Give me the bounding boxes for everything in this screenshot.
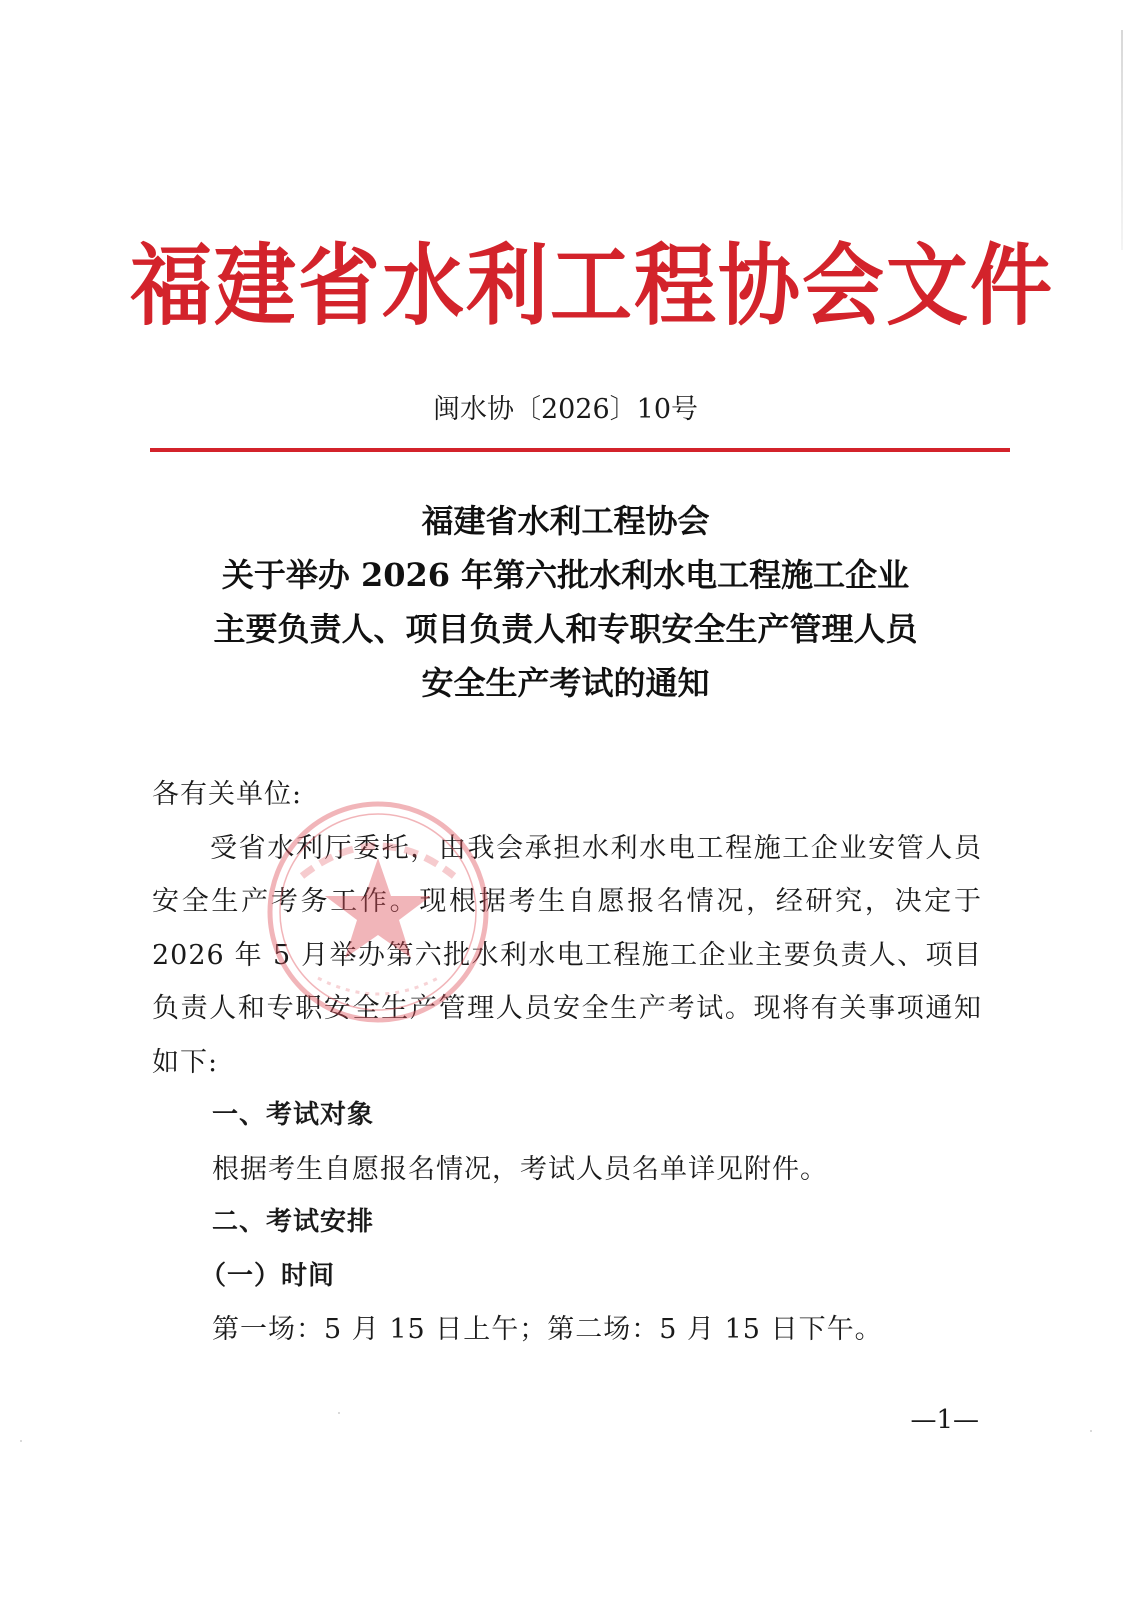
section-text-exam-target: 根据考生自愿报名情况，考试人员名单详见附件。 — [212, 1153, 828, 1185]
scan-speck — [20, 1440, 22, 1442]
section-heading-exam-arrangement: 二、考试安排 — [212, 1207, 375, 1237]
scan-edge-artifact — [1121, 30, 1123, 250]
masthead-title: 福建省水利工程协会文件 — [130, 235, 1055, 339]
red-separator-rule — [150, 448, 1010, 452]
title-line-3: 主要负责人、项目负责人和专职安全生产管理人员 — [213, 610, 918, 648]
document-number: 闽水协〔2026〕10号 — [432, 394, 699, 425]
section-text-exam-time: 第一场：5 月 15 日上午；第二场：5 月 15 日下午。 — [212, 1314, 883, 1345]
title-line-1: 福建省水利工程协会 — [421, 502, 710, 540]
scan-speck — [1090, 1430, 1092, 1432]
section-heading-exam-target: 一、考试对象 — [212, 1100, 375, 1130]
title-line-2: 关于举办 2026 年第六批水利水电工程施工企业 — [221, 556, 910, 594]
subsection-heading-time: （一）时间 — [200, 1260, 336, 1291]
title-line-4: 安全生产考试的通知 — [421, 664, 710, 702]
notice-title — [0, 494, 1131, 710]
scan-speck — [338, 1412, 340, 1414]
intro-paragraph: 受省水利厅委托，由我会承担水利水电工程施工企业安管人员安全生产考务工作。现根据考生自愿报名情况，经研究，决定于 2026 年 5 月举办第六批水利水电工程施工企业主要负责人、项目负责人和专职安全生产管理人员安全生产考试。现将有关事项通知如下: — [152, 832, 982, 1078]
salutation: 各有关单位: — [152, 779, 303, 810]
page-number: —1— — [910, 1405, 979, 1435]
document-body — [152, 768, 982, 1357]
